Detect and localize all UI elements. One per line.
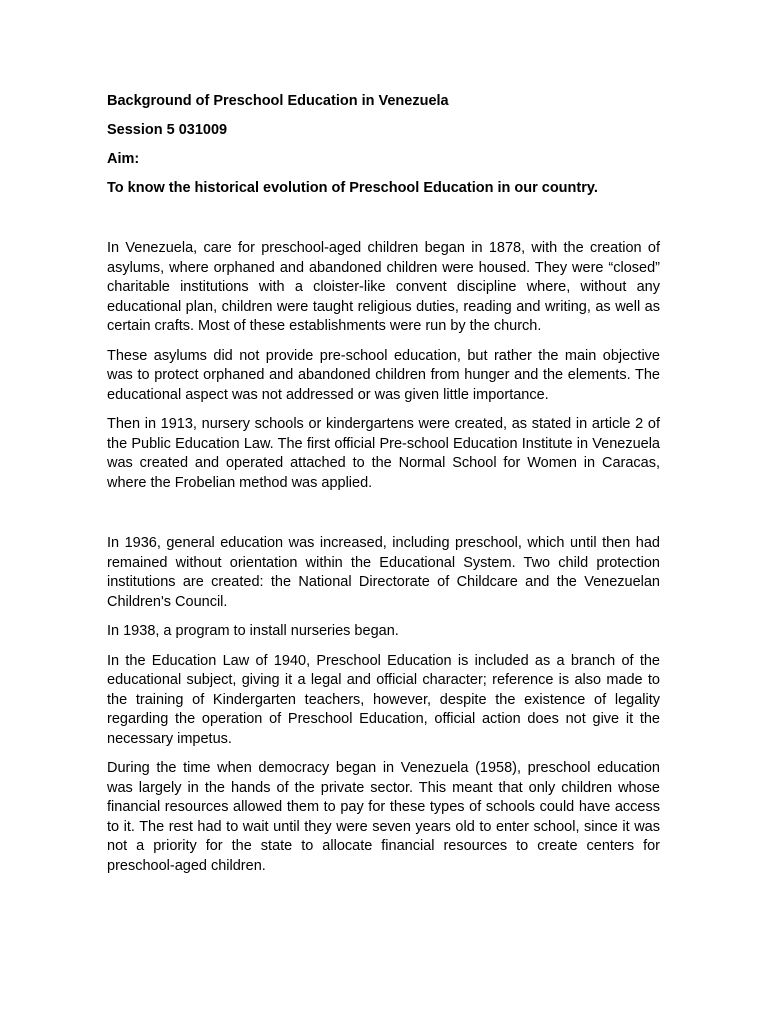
paragraph-asylums-objective: These asylums did not provide pre-school education, but rather the main objective was to protect orphaned and abandoned children from hunger and the elements. The educational aspect was not addressed or was given little importance. <box>107 347 660 403</box>
paragraph-1936-general-education: In 1936, general education was increased, including preschool, which until then had remained without orientation within the Educational System. Two child protection institutions are created: the National Directorate of Childcare and the Venezuelan Children's Council. <box>107 535 660 610</box>
aim-label: Aim: <box>107 151 140 167</box>
paragraph-1913-kindergartens: Then in 1913, nursery schools or kindergartens were created, as stated in article 2 of the Public Education Law. The first official Pre-school Education Institute in Venezuela was created and operated attached to the Normal School for Women in Caracas, where the Frobelian method was applied. <box>107 416 660 491</box>
document-page <box>107 91 660 886</box>
aim-text: To know the historical evolution of Preschool Education in our country. <box>107 180 598 196</box>
paragraph-1938-nurseries: In 1938, a program to install nurseries began. <box>107 623 399 639</box>
paragraph-1940-education-law: In the Education Law of 1940, Preschool Education is included as a branch of the educational subject, giving it a legal and official character; reference is also made to the training of Kindergarten teachers, however, despite the existence of legality regarding the operation of Preschool Education, official action does not give it the necessary impetus. <box>107 652 660 747</box>
paragraph-1958-democracy: During the time when democracy began in Venezuela (1958), preschool education was largely in the hands of the private sector. This meant that only children whose financial resources allowed them to pay for these types of schools could have access to it. The rest had to wait until they were seven years old to enter school, since it was not a priority for the state to allocate financial resources to create centers for preschool-aged children. <box>107 760 660 874</box>
paragraph-1878-asylums: In Venezuela, care for preschool-aged children began in 1878, with the creation of asylums, where orphaned and abandoned children were housed. They were “closed” charitable institutions with a cloister-like convent discipline where, without any educational plan, children were taught religious duties, reading and writing, as well as certain crafts. Most of these establishments were run by the church. <box>107 240 660 334</box>
document-title: Background of Preschool Education in Venezuela <box>107 93 449 109</box>
session-label: Session 5 031009 <box>107 122 228 138</box>
